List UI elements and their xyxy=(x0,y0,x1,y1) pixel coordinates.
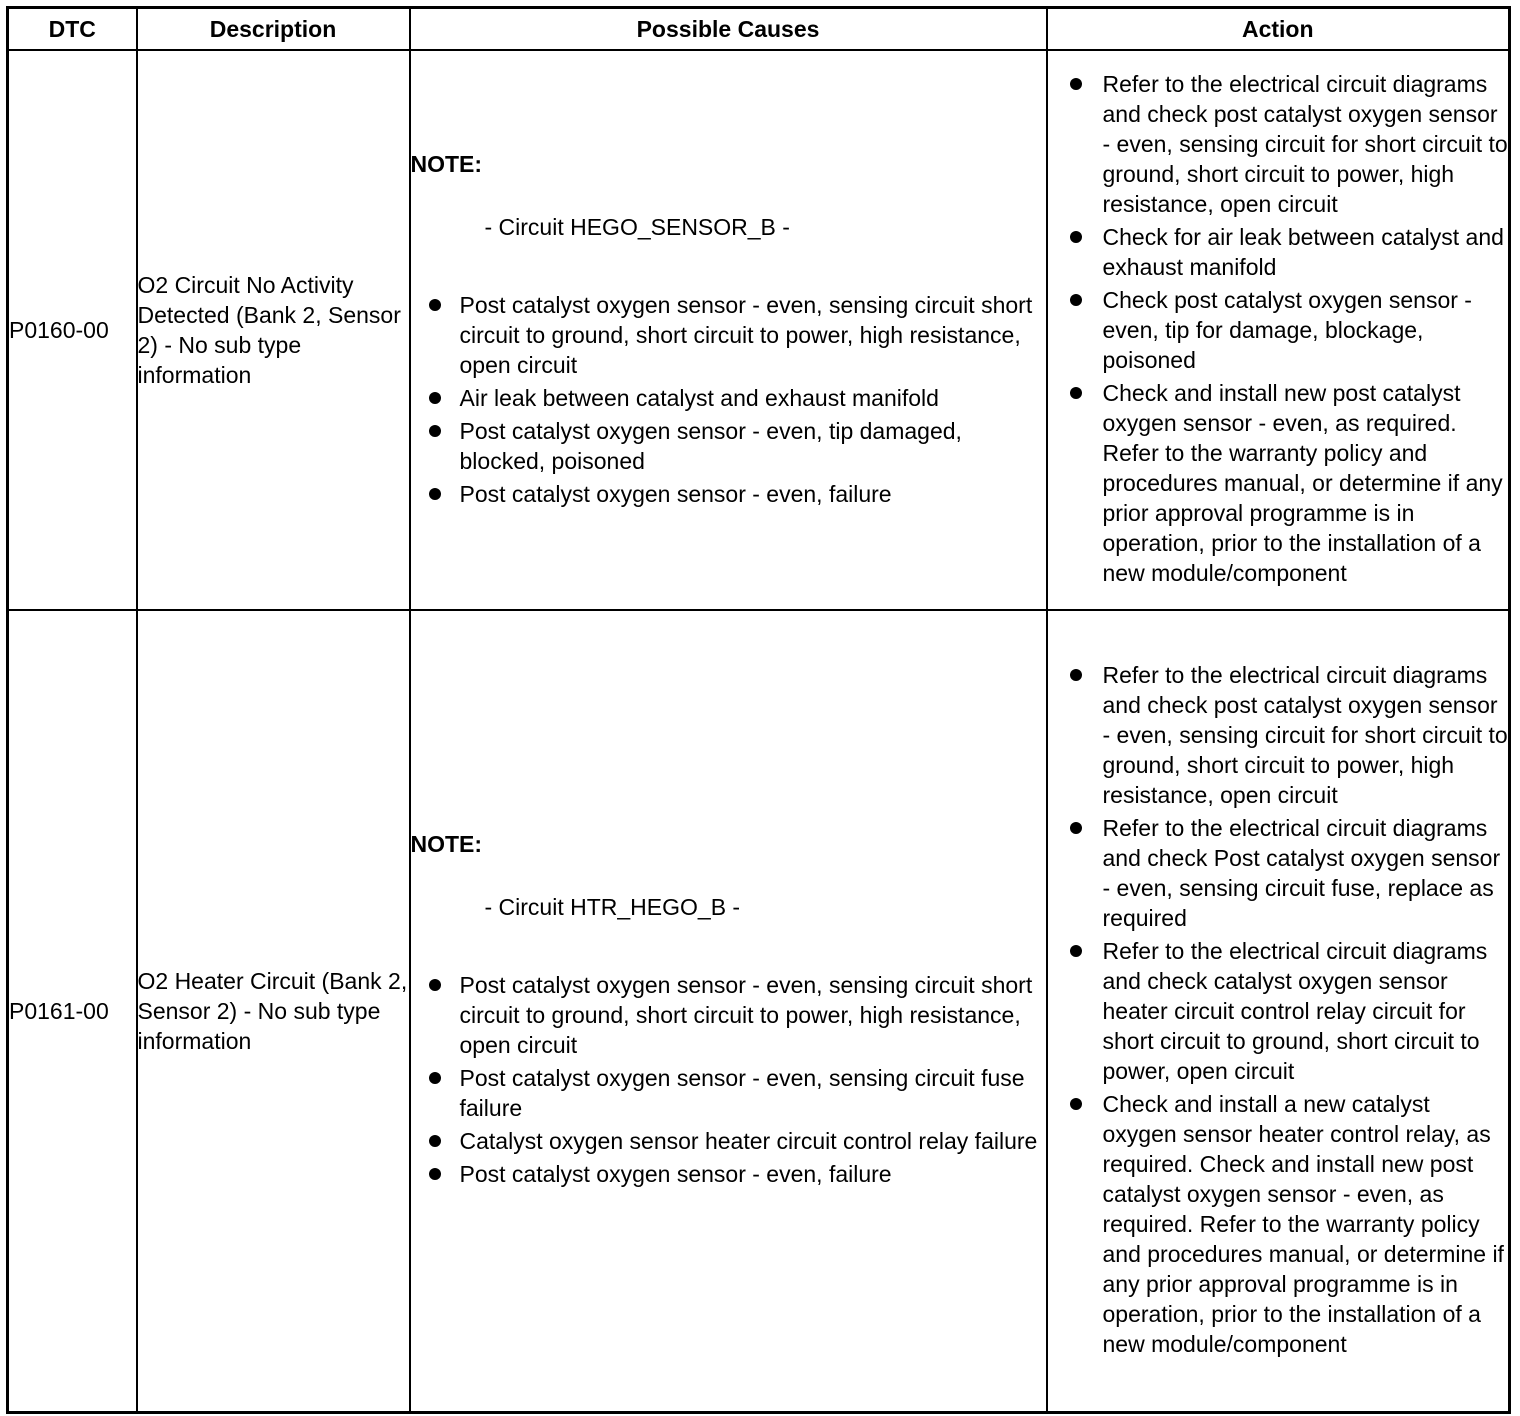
bullet-icon xyxy=(429,1072,441,1084)
bullet-icon xyxy=(429,488,441,500)
bullet-icon xyxy=(1070,231,1082,243)
bullet-icon xyxy=(429,392,441,404)
action-text: Check for air leak between catalyst and exhaust manifold xyxy=(1102,224,1504,280)
cause-text: Air leak between catalyst and exhaust manifold xyxy=(459,384,939,411)
actions-list xyxy=(1048,660,1509,1359)
cause-text: Post catalyst oxygen sensor - even, failure xyxy=(459,1161,892,1188)
bullet-icon xyxy=(429,425,441,437)
action-text: Refer to the electrical circuit diagrams and check Post catalyst oxygen sensor - even, sensing circuit fuse, replace as required xyxy=(1102,814,1501,931)
action-text: Refer to the electrical circuit diagrams and check post catalyst oxygen sensor - even, sensing circuit for short circuit to ground, short circuit to power, high resistance, open circuit xyxy=(1102,71,1508,217)
list-item xyxy=(411,479,1046,509)
bullet-icon xyxy=(429,979,441,991)
bullet-icon xyxy=(1070,945,1082,957)
cause-text: Post catalyst oxygen sensor - even, sensing circuit fuse failure xyxy=(459,1065,1025,1122)
possible-causes-cell xyxy=(410,50,1047,610)
action-cell xyxy=(1047,610,1510,1412)
causes-list xyxy=(411,290,1046,509)
bullet-icon xyxy=(1070,78,1082,90)
causes-list xyxy=(411,970,1046,1189)
table-row xyxy=(8,50,1510,610)
bullet-icon xyxy=(429,299,441,311)
dtc-description: O2 Circuit No Activity Detected (Bank 2, Sensor 2) - No sub type information xyxy=(137,50,410,610)
bullet-icon xyxy=(429,1168,441,1180)
cause-text: Post catalyst oxygen sensor - even, failure xyxy=(459,480,892,507)
bullet-icon xyxy=(429,1135,441,1147)
bullet-icon xyxy=(1070,294,1082,306)
action-text: Refer to the electrical circuit diagrams and check post catalyst oxygen sensor - even, sensing circuit for short circuit to ground, short circuit to power, high resistance, open circuit xyxy=(1102,661,1508,808)
list-item xyxy=(1048,222,1509,282)
header-row xyxy=(8,8,1510,51)
header-dtc: DTC xyxy=(8,8,137,51)
list-item xyxy=(1048,69,1509,219)
action-text: Refer to the electrical circuit diagrams and check catalyst oxygen sensor heater circuit control relay circuit for short circuit to ground, short circuit to power, open circuit xyxy=(1102,937,1488,1084)
list-item xyxy=(411,970,1046,1060)
bullet-icon xyxy=(1070,669,1082,681)
list-item xyxy=(1048,936,1509,1086)
header-possible-causes: Possible Causes xyxy=(410,8,1047,51)
action-text: Check and install a new catalyst oxygen sensor heater control relay, as required. Check and install new post catalyst oxygen sensor - even, as required. Refer to the warranty policy and procedures manual, or determine if any prior approval programme is in operation, prior to the installation of a new module/component xyxy=(1102,1090,1504,1357)
header-action: Action xyxy=(1047,8,1510,51)
header-description: Description xyxy=(137,8,410,51)
action-text: Check post catalyst oxygen sensor - even, tip for damage, blockage, poisoned xyxy=(1102,287,1472,373)
list-item xyxy=(1048,813,1509,933)
cause-text: Post catalyst oxygen sensor - even, tip damaged, blocked, poisoned xyxy=(459,417,962,474)
bullet-icon xyxy=(1070,387,1082,399)
list-item xyxy=(1048,285,1509,375)
list-item xyxy=(1048,378,1509,588)
dtc-code: P0160-00 xyxy=(8,50,137,610)
list-item xyxy=(411,290,1046,380)
action-cell xyxy=(1047,50,1510,610)
list-item xyxy=(411,1063,1046,1123)
cause-text: Catalyst oxygen sensor heater circuit control relay failure xyxy=(459,1128,1038,1155)
dtc-description: O2 Heater Circuit (Bank 2, Sensor 2) - No sub type information xyxy=(137,610,410,1412)
bullet-icon xyxy=(1070,822,1082,834)
dtc-table xyxy=(6,6,1511,1414)
note-label: NOTE: xyxy=(410,150,483,177)
circuit-name: - Circuit HTR_HEGO_B - xyxy=(484,894,741,921)
list-item xyxy=(411,1126,1046,1156)
possible-causes-cell xyxy=(410,610,1047,1412)
list-item xyxy=(411,383,1046,413)
cause-text: Post catalyst oxygen sensor - even, sensing circuit short circuit to ground, short circuit to power, high resistance, open circuit xyxy=(459,291,1033,378)
actions-list xyxy=(1048,69,1509,588)
cause-text: Post catalyst oxygen sensor - even, sensing circuit short circuit to ground, short circuit to power, high resistance, open circuit xyxy=(459,972,1033,1059)
action-text: Check and install new post catalyst oxygen sensor - even, as required. Refer to the warranty policy and procedures manual, or determine if any prior approval programme is in operation, prior to the installation of a new module/component xyxy=(1102,380,1503,586)
bullet-icon xyxy=(1070,1098,1082,1110)
table-row xyxy=(8,610,1510,1412)
list-item xyxy=(1048,660,1509,810)
dtc-code: P0161-00 xyxy=(8,610,137,1412)
list-item xyxy=(411,1159,1046,1189)
list-item xyxy=(1048,1089,1509,1359)
list-item xyxy=(411,416,1046,476)
circuit-name: - Circuit HEGO_SENSOR_B - xyxy=(484,213,790,240)
note-label: NOTE: xyxy=(410,831,483,858)
